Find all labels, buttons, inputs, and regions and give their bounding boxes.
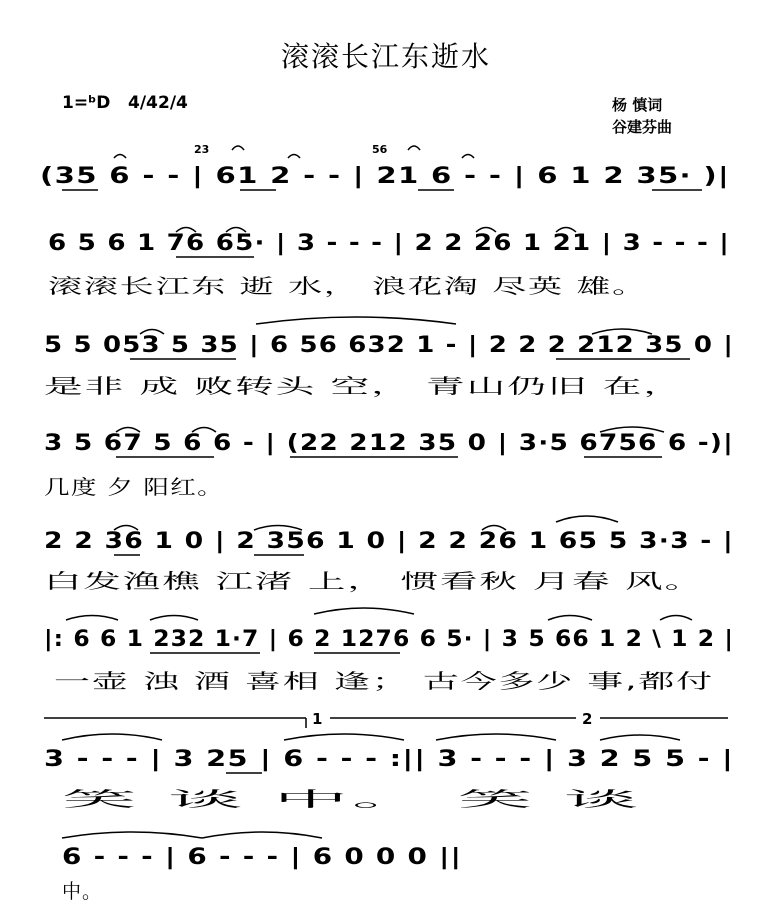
key-signature: 1=ᵇD [62,93,111,113]
score-row-2 [48,228,730,299]
notation-line: 6 5 6 1 76 65· | 3 - - - | 2 2 26 1 21 | 3 - - - | [48,231,730,256]
ornament-mark: 23 [194,143,210,156]
fermata-marks [114,146,474,158]
notation-line: 2 2 36 1 0 | 2 356 1 0 | 2 2 26 1 65 5 3·3 - | [44,529,734,554]
lyrics-line: 是非 成 败转头 空， 青山仍旧 在， [44,374,684,398]
song-title: 滚滚长江东逝水 [280,40,492,73]
lyrics-line: 白发渔樵 江渚 上， 惯看秋 月春 风。 [44,569,704,593]
volta-label-1: 1 [312,710,323,728]
composer-credit: 谷建芬曲 [612,118,673,136]
slur-marks [62,734,680,740]
ornament-mark: 56 [372,143,388,156]
volta-label-2: 2 [582,710,593,728]
lyrics-line: 滚滚长江东 逝 水， 浪花淘 尽英 雄。 [48,274,648,298]
notation-line: |: 6 6 1 232 1·7 | 6 2 1276 6 5· | 3 5 66 1 2 \ 1 2 | [44,627,734,652]
score-row-4 [44,427,734,499]
lyrics-line: 笑 谈 中。 笑 谈 [62,787,642,811]
notation-line: 3 5 67 5 6 6 - | (22 212 35 0 | 3·5 6756 6 -)| [44,431,734,456]
score-row-6 [44,608,734,693]
lyrics-line: 一壶 浊 酒 喜相 逢； 古今多少 事,都付 [54,669,714,693]
lyricist-credit: 杨 慎词 [612,96,663,114]
slur-marks [66,608,692,620]
notation-line: (35 6 - - | 61 2 - - | 21 6 - - | 6 1 2 35· )| [40,164,730,189]
score-row-8 [62,832,462,903]
notation-line: 6 - - - | 6 - - - | 6 0 0 0 || [62,845,462,870]
time-signature-2-4: 2/4 [158,93,188,113]
lyrics-line: 几度 夕 阳红。 [44,475,224,499]
score-row-7 [44,710,734,811]
time-signature-4-4: 4/4 [128,93,158,113]
score-row-1 [40,143,730,190]
slur-marks [114,516,618,530]
score-row-5 [44,516,734,593]
tie-marks [62,832,322,838]
score-row-3 [44,317,734,398]
lyrics-line: 中。 [62,879,102,903]
notation-line: 5 5 053 5 35 | 6 56 632 1 - | 2 2 2 212 35 0 | [44,333,734,358]
notation-line: 3 - - - | 3 25 | 6 - - - :|| 3 - - - | 3 2 5 5 - | [44,747,734,772]
slur-marks [140,317,652,334]
